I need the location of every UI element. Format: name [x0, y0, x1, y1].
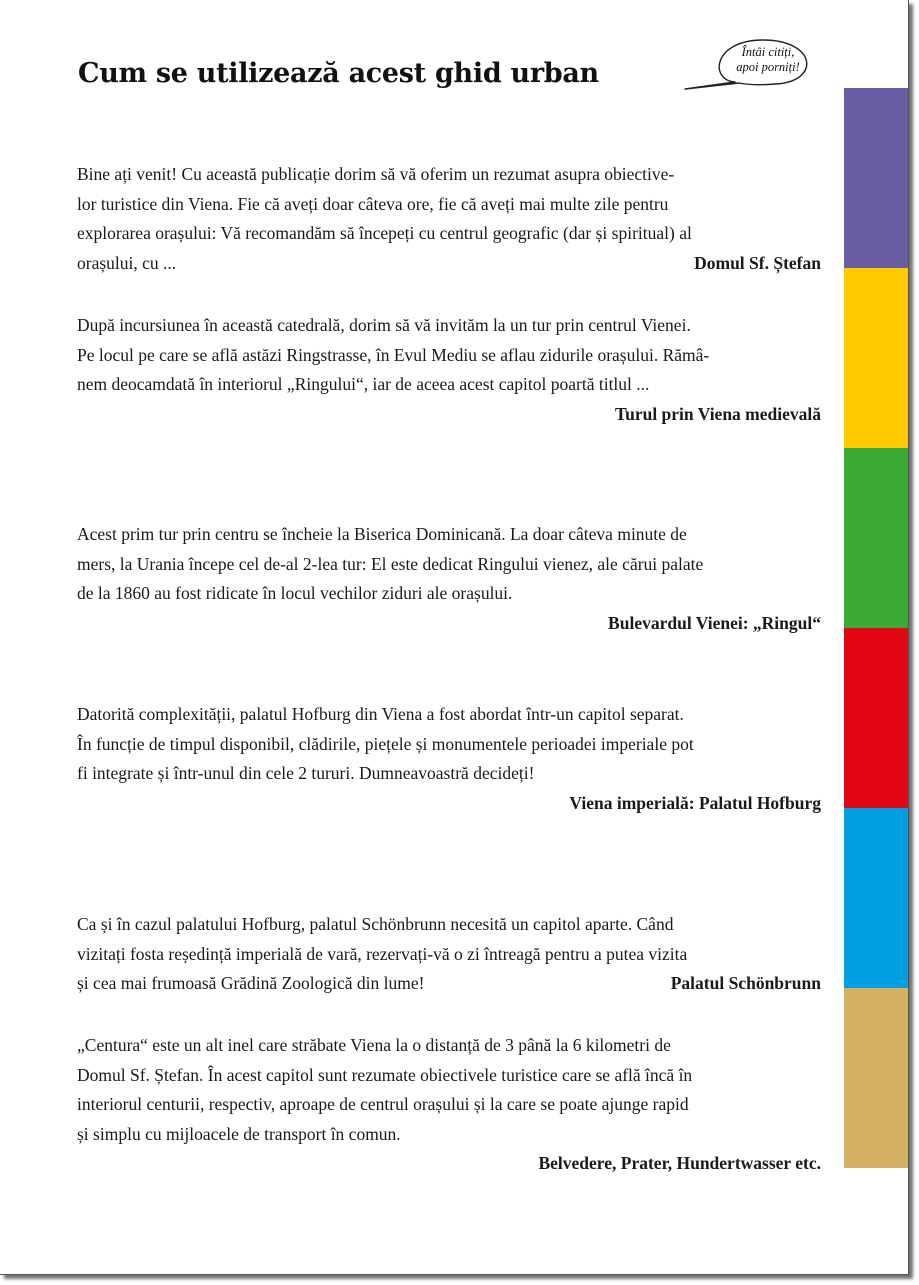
text-line: lor turistice din Viena. Fie că aveți doar câteva ore, fie că aveți mai multe zile pentru	[77, 193, 669, 214]
text-line: „Centura“ este un alt inel care străbate Viena la o distanță de 3 până la 6 kilometri de	[77, 1035, 671, 1055]
tab-ring[interactable]	[844, 448, 908, 628]
chapter-link-domul[interactable]: Domul Sf. Ștefan	[694, 252, 821, 273]
text-line-with-link	[77, 969, 821, 999]
text-line: nem deocamdată în interiorul „Ringului“, iar de aceea acest capitol poartă titlul ...	[77, 374, 650, 394]
section-schonbrunn	[77, 910, 821, 999]
text-line: și simplu cu mijloacele de transport în comun.	[77, 1123, 401, 1144]
section-ring	[77, 520, 821, 638]
tab-schonbrunn[interactable]	[844, 808, 908, 988]
text-line: și cea mai frumoasă Grădină Zoologică din lume!	[77, 973, 425, 993]
text-line-with-link	[77, 249, 821, 279]
bubble-line-2: apoi porniți!	[736, 60, 800, 74]
chapter-link-centura[interactable]: Belvedere, Prater, Hundertwasser etc.	[538, 1153, 821, 1173]
text-line: explorarea orașului: Vă recomandăm să începeți cu centrul geografic (dar și spiritual) al	[77, 223, 692, 243]
text-line: Datorită complexității, palatul Hofburg din Viena a fost abordat într-un capitol separat.	[77, 704, 684, 724]
section-centura	[77, 1031, 821, 1179]
chapter-link-ring[interactable]: Bulevardul Vienei: „Ringul“	[608, 612, 821, 633]
chapter-link-schonbrunn[interactable]: Palatul Schönbrunn	[670, 973, 821, 993]
text-line: vizitați fosta reședință imperială de vară, rezervați-vă o zi întreagă pentru a putea vizita	[77, 943, 688, 964]
bubble-line-1: Întâi citiți,	[741, 45, 795, 59]
text-line: Pe locul pe care se află astăzi Ringstrasse, în Evul Mediu se aflau zidurile orașului. Rămâ-	[77, 344, 710, 365]
text-line: În funcție de timpul disponibil, clădirile, piețele și monumentele perioadei imperiale pot	[77, 733, 694, 754]
tab-centura[interactable]	[844, 988, 908, 1168]
section-medieval	[77, 311, 821, 429]
tab-domul[interactable]	[844, 88, 908, 268]
text-line: de la 1860 au fost ridicate în locul vechilor ziduri ale orașului.	[77, 583, 513, 603]
text-line: fi integrate și într-unul din cele 2 tururi. Dumneavoastră decideți!	[77, 763, 535, 783]
tab-hofburg[interactable]	[844, 628, 908, 808]
text-line: interiorul centurii, respectiv, aproape de centrul orașului și la care se poate ajunge rapid	[77, 1094, 689, 1114]
section-hofburg	[77, 700, 821, 818]
tab-medieval[interactable]	[844, 268, 908, 448]
chapter-link-medieval[interactable]: Turul prin Viena medievală	[615, 403, 821, 424]
text-line: Bine ați venit! Cu această publicație dorim să vă oferim un rezumat asupra obiective-	[77, 164, 675, 184]
chapter-link-hofburg[interactable]: Viena imperială: Palatul Hofburg	[569, 792, 821, 813]
page-title: Cum se utilizează acest ghid urban	[78, 58, 599, 89]
text-line: După incursiunea în această catedrală, dorim să vă invităm la un tur prin centrul Vienei.	[77, 315, 691, 335]
chapter-tabs	[844, 88, 908, 1168]
text-line: Acest prim tur prin centru se încheie la Biserica Dominicană. La doar câteva minute de	[77, 524, 687, 544]
speech-bubble-text	[719, 45, 817, 75]
text-line: mers, la Urania începe cel de-al 2-lea tur: El este dedicat Ringului vienez, ale cărui palate	[77, 553, 704, 574]
text-line: Ca și în cazul palatului Hofburg, palatul Schönbrunn necesită un capitol aparte. Când	[77, 914, 674, 934]
speech-bubble	[683, 36, 823, 96]
section-domul	[77, 160, 821, 278]
text-line: orașului, cu ...	[77, 252, 177, 273]
text-line: Domul Sf. Ștefan. În acest capitol sunt rezumate obiectivele turistice care se află încă în	[77, 1064, 693, 1085]
